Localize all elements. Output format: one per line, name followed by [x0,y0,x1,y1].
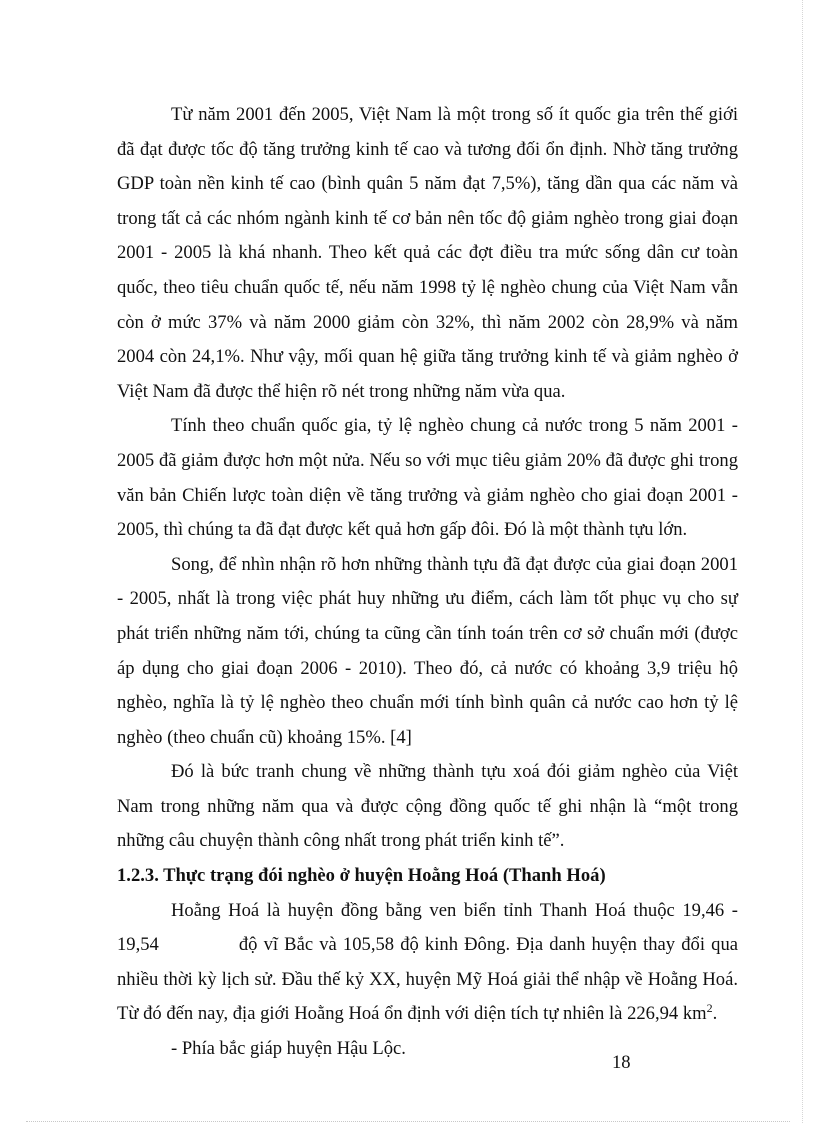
paragraph-hoang-hoa [117,894,738,1032]
document-body [117,98,738,1067]
hoang-hoa-text-part2: độ vĩ Bắc và 105,58 độ kinh Đông. Địa danh huyện thay đổi qua nhiều thời kỳ lịch sử. Đầu thế kỷ XX, huyện Mỹ Hoá giải thể nhập về Hoằng Hoá. Từ đó đến nay, địa giới Hoằng Hoá ổn định với diện tích tự nhiên là 226,94 km [117,934,738,1025]
hoang-hoa-text-part1: Hoằng Hoá là huyện đồng bằng ven biển tỉnh Thanh Hoá thuộc 19,46 - 19,54 [117,899,738,956]
paragraph-overall-picture: Đó là bức tranh chung về những thành tựu xoá đói giảm nghèo của Việt Nam trong những năm qua và được cộng đồng quốc tế ghi nhận là “một trong những câu chuyện thành công nhất trong phát triển kinh tế”. [117,761,738,852]
page-edge-divider [802,0,803,1123]
hoang-hoa-text-end: . [712,1003,718,1025]
page-number: 18 [612,1052,631,1073]
paragraph-new-standard: Song, để nhìn nhận rõ hơn những thành tựu đã đạt được của giai đoạn 2001 - 2005, nhất là trong việc phát huy những ưu điểm, cách làm tốt phục vụ cho sự phát triển những năm tới, chúng ta cũng cần tính toán trên cơ sở chuẩn mới (được áp dụng cho giai đoạn 2006 - 2010). Theo đó, cả nước có khoảng 3,9 triệu hộ nghèo, nghĩa là tỷ lệ nghèo theo chuẩn mới tính bình quân cả nước cao hơn tỷ lệ nghèo (theo chuẩn cũ) khoảng 15%. [4] [117,553,738,748]
area-unit-superscript: 2 [706,1001,713,1016]
page-bottom-divider [26,1121,790,1122]
paragraph-growth-poverty: Từ năm 2001 đến 2005, Việt Nam là một trong số ít quốc gia trên thế giới đã đạt được tốc độ tăng trưởng kinh tế cao và tương đối ổn định. Nhờ tăng trưởng GDP toàn nền kinh tế cao (bình quân 5 năm đạt 7,5%), tăng dần qua các năm và trong tất cả các nhóm ngành kinh tế cơ bản nên tốc độ giảm nghèo trong giai đoạn 2001 - 2005 là khá nhanh. Theo kết quả các đợt điều tra mức sống dân cư toàn quốc, theo tiêu chuẩn quốc tế, nếu năm 1998 tỷ lệ nghèo chung của Việt Nam vẫn còn ở mức 37% và năm 2000 giảm còn 32%, thì năm 2002 còn 28,9% và năm 2004 còn 24,1%. Như vậy, mối quan hệ giữa tăng trưởng kinh tế và giảm nghèo ở Việt Nam đã được thể hiện rõ nét trong những năm vừa qua. [117,104,738,402]
list-item-north-border: - Phía bắc giáp huyện Hậu Lộc. [171,1038,406,1060]
paragraph-national-standard: Tính theo chuẩn quốc gia, tỷ lệ nghèo chung cả nước trong 5 năm 2001 - 2005 đã giảm được hơn một nửa. Nếu so với mục tiêu giảm 20% đã được ghi trong văn bản Chiến lược toàn diện về tăng trưởng và giảm nghèo cho giai đoạn 2001 - 2005, thì chúng ta đã đạt được kết quả hơn gấp đôi. Đó là một thành tựu lớn. [117,415,738,541]
section-heading: 1.2.3. Thực trạng đói nghèo ở huyện Hoằng Hoá (Thanh Hoá) [117,865,606,887]
